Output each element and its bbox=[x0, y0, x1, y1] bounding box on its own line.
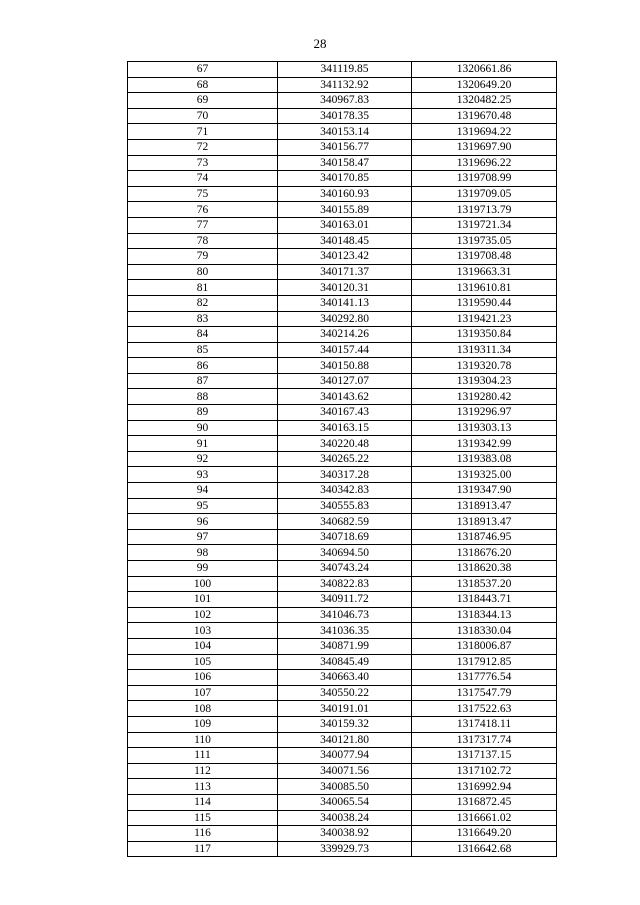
y-coordinate-cell: 1316992.94 bbox=[412, 779, 557, 795]
x-coordinate-cell: 340141.13 bbox=[278, 295, 412, 311]
y-coordinate-cell: 1319610.81 bbox=[412, 280, 557, 296]
x-coordinate-cell: 340148.45 bbox=[278, 233, 412, 249]
x-coordinate-cell: 340120.31 bbox=[278, 280, 412, 296]
table-row bbox=[128, 280, 557, 296]
x-coordinate-cell: 340682.59 bbox=[278, 514, 412, 530]
point-number-cell: 85 bbox=[128, 342, 278, 358]
y-coordinate-cell: 1319342.99 bbox=[412, 436, 557, 452]
table-row bbox=[128, 841, 557, 857]
y-coordinate-cell: 1316642.68 bbox=[412, 841, 557, 857]
point-number-cell: 113 bbox=[128, 779, 278, 795]
x-coordinate-cell: 340077.94 bbox=[278, 748, 412, 764]
table-row bbox=[128, 498, 557, 514]
table-row bbox=[128, 654, 557, 670]
point-number-cell: 70 bbox=[128, 108, 278, 124]
table-row bbox=[128, 763, 557, 779]
point-number-cell: 94 bbox=[128, 483, 278, 499]
x-coordinate-cell: 340155.89 bbox=[278, 202, 412, 218]
point-number-cell: 71 bbox=[128, 124, 278, 140]
x-coordinate-cell: 340156.77 bbox=[278, 139, 412, 155]
x-coordinate-cell: 340127.07 bbox=[278, 373, 412, 389]
table-row bbox=[128, 171, 557, 187]
table-row bbox=[128, 732, 557, 748]
point-number-cell: 74 bbox=[128, 171, 278, 187]
table-row bbox=[128, 748, 557, 764]
x-coordinate-cell: 340171.37 bbox=[278, 264, 412, 280]
x-coordinate-cell: 340153.14 bbox=[278, 124, 412, 140]
coordinates-table bbox=[127, 61, 557, 857]
table-row bbox=[128, 561, 557, 577]
x-coordinate-cell: 340123.42 bbox=[278, 249, 412, 265]
x-coordinate-cell: 339929.73 bbox=[278, 841, 412, 857]
y-coordinate-cell: 1320482.25 bbox=[412, 93, 557, 109]
table-row bbox=[128, 810, 557, 826]
y-coordinate-cell: 1319709.05 bbox=[412, 186, 557, 202]
y-coordinate-cell: 1319311.34 bbox=[412, 342, 557, 358]
y-coordinate-cell: 1319663.31 bbox=[412, 264, 557, 280]
point-number-cell: 112 bbox=[128, 763, 278, 779]
x-coordinate-cell: 340871.99 bbox=[278, 638, 412, 654]
x-coordinate-cell: 340555.83 bbox=[278, 498, 412, 514]
point-number-cell: 81 bbox=[128, 280, 278, 296]
point-number-cell: 86 bbox=[128, 358, 278, 374]
y-coordinate-cell: 1318006.87 bbox=[412, 638, 557, 654]
x-coordinate-cell: 340967.83 bbox=[278, 93, 412, 109]
x-coordinate-cell: 340121.80 bbox=[278, 732, 412, 748]
y-coordinate-cell: 1316649.20 bbox=[412, 826, 557, 842]
y-coordinate-cell: 1316872.45 bbox=[412, 794, 557, 810]
table-row bbox=[128, 701, 557, 717]
table-row bbox=[128, 295, 557, 311]
table-row bbox=[128, 638, 557, 654]
x-coordinate-cell: 340160.93 bbox=[278, 186, 412, 202]
y-coordinate-cell: 1319696.22 bbox=[412, 155, 557, 171]
x-coordinate-cell: 340911.72 bbox=[278, 592, 412, 608]
point-number-cell: 99 bbox=[128, 561, 278, 577]
x-coordinate-cell: 340342.83 bbox=[278, 483, 412, 499]
table-row bbox=[128, 264, 557, 280]
table-row bbox=[128, 186, 557, 202]
y-coordinate-cell: 1319721.34 bbox=[412, 217, 557, 233]
point-number-cell: 98 bbox=[128, 545, 278, 561]
x-coordinate-cell: 340292.80 bbox=[278, 311, 412, 327]
y-coordinate-cell: 1319708.99 bbox=[412, 171, 557, 187]
point-number-cell: 91 bbox=[128, 436, 278, 452]
point-number-cell: 111 bbox=[128, 748, 278, 764]
x-coordinate-cell: 340265.22 bbox=[278, 451, 412, 467]
x-coordinate-cell: 340085.50 bbox=[278, 779, 412, 795]
x-coordinate-cell: 340214.26 bbox=[278, 327, 412, 343]
x-coordinate-cell: 340718.69 bbox=[278, 529, 412, 545]
x-coordinate-cell: 340743.24 bbox=[278, 561, 412, 577]
point-number-cell: 108 bbox=[128, 701, 278, 717]
x-coordinate-cell: 340065.54 bbox=[278, 794, 412, 810]
y-coordinate-cell: 1319713.79 bbox=[412, 202, 557, 218]
y-coordinate-cell: 1317137.15 bbox=[412, 748, 557, 764]
table-row bbox=[128, 779, 557, 795]
point-number-cell: 117 bbox=[128, 841, 278, 857]
x-coordinate-cell: 340038.24 bbox=[278, 810, 412, 826]
point-number-cell: 88 bbox=[128, 389, 278, 405]
x-coordinate-cell: 340550.22 bbox=[278, 685, 412, 701]
point-number-cell: 77 bbox=[128, 217, 278, 233]
table-row bbox=[128, 529, 557, 545]
page-number: 28 bbox=[313, 36, 327, 51]
point-number-cell: 116 bbox=[128, 826, 278, 842]
y-coordinate-cell: 1318913.47 bbox=[412, 498, 557, 514]
y-coordinate-cell: 1319697.90 bbox=[412, 139, 557, 155]
x-coordinate-cell: 340167.43 bbox=[278, 405, 412, 421]
y-coordinate-cell: 1317317.74 bbox=[412, 732, 557, 748]
point-number-cell: 106 bbox=[128, 670, 278, 686]
point-number-cell: 107 bbox=[128, 685, 278, 701]
table-row bbox=[128, 217, 557, 233]
x-coordinate-cell: 340170.85 bbox=[278, 171, 412, 187]
y-coordinate-cell: 1319421.23 bbox=[412, 311, 557, 327]
point-number-cell: 68 bbox=[128, 77, 278, 93]
x-coordinate-cell: 340220.48 bbox=[278, 436, 412, 452]
y-coordinate-cell: 1319304.23 bbox=[412, 373, 557, 389]
y-coordinate-cell: 1318620.38 bbox=[412, 561, 557, 577]
y-coordinate-cell: 1318746.95 bbox=[412, 529, 557, 545]
y-coordinate-cell: 1320661.86 bbox=[412, 62, 557, 78]
y-coordinate-cell: 1317522.63 bbox=[412, 701, 557, 717]
y-coordinate-cell: 1320649.20 bbox=[412, 77, 557, 93]
x-coordinate-cell: 340143.62 bbox=[278, 389, 412, 405]
point-number-cell: 76 bbox=[128, 202, 278, 218]
point-number-cell: 96 bbox=[128, 514, 278, 530]
table-row bbox=[128, 420, 557, 436]
table-row bbox=[128, 405, 557, 421]
y-coordinate-cell: 1319694.22 bbox=[412, 124, 557, 140]
table-row bbox=[128, 327, 557, 343]
x-coordinate-cell: 340038.92 bbox=[278, 826, 412, 842]
table-row bbox=[128, 155, 557, 171]
y-coordinate-cell: 1317912.85 bbox=[412, 654, 557, 670]
table-row bbox=[128, 202, 557, 218]
x-coordinate-cell: 341132.92 bbox=[278, 77, 412, 93]
x-coordinate-cell: 340157.44 bbox=[278, 342, 412, 358]
x-coordinate-cell: 340178.35 bbox=[278, 108, 412, 124]
table-row bbox=[128, 467, 557, 483]
point-number-cell: 105 bbox=[128, 654, 278, 670]
table-row bbox=[128, 716, 557, 732]
y-coordinate-cell: 1317418.11 bbox=[412, 716, 557, 732]
point-number-cell: 84 bbox=[128, 327, 278, 343]
point-number-cell: 97 bbox=[128, 529, 278, 545]
x-coordinate-cell: 340845.49 bbox=[278, 654, 412, 670]
y-coordinate-cell: 1319296.97 bbox=[412, 405, 557, 421]
table-row bbox=[128, 483, 557, 499]
point-number-cell: 93 bbox=[128, 467, 278, 483]
point-number-cell: 79 bbox=[128, 249, 278, 265]
y-coordinate-cell: 1316661.02 bbox=[412, 810, 557, 826]
point-number-cell: 72 bbox=[128, 139, 278, 155]
y-coordinate-cell: 1317102.72 bbox=[412, 763, 557, 779]
point-number-cell: 102 bbox=[128, 607, 278, 623]
point-number-cell: 104 bbox=[128, 638, 278, 654]
y-coordinate-cell: 1319303.13 bbox=[412, 420, 557, 436]
y-coordinate-cell: 1318676.20 bbox=[412, 545, 557, 561]
table-row bbox=[128, 623, 557, 639]
point-number-cell: 69 bbox=[128, 93, 278, 109]
table-row bbox=[128, 794, 557, 810]
x-coordinate-cell: 340163.15 bbox=[278, 420, 412, 436]
point-number-cell: 101 bbox=[128, 592, 278, 608]
table-row bbox=[128, 514, 557, 530]
point-number-cell: 90 bbox=[128, 420, 278, 436]
table-row bbox=[128, 389, 557, 405]
table-row bbox=[128, 124, 557, 140]
table-row bbox=[128, 826, 557, 842]
table-row bbox=[128, 108, 557, 124]
table-row bbox=[128, 451, 557, 467]
table-row bbox=[128, 62, 557, 78]
point-number-cell: 114 bbox=[128, 794, 278, 810]
y-coordinate-cell: 1317547.79 bbox=[412, 685, 557, 701]
x-coordinate-cell: 340822.83 bbox=[278, 576, 412, 592]
point-number-cell: 92 bbox=[128, 451, 278, 467]
point-number-cell: 103 bbox=[128, 623, 278, 639]
point-number-cell: 73 bbox=[128, 155, 278, 171]
x-coordinate-cell: 340150.88 bbox=[278, 358, 412, 374]
x-coordinate-cell: 340163.01 bbox=[278, 217, 412, 233]
point-number-cell: 109 bbox=[128, 716, 278, 732]
point-number-cell: 82 bbox=[128, 295, 278, 311]
point-number-cell: 100 bbox=[128, 576, 278, 592]
point-number-cell: 83 bbox=[128, 311, 278, 327]
table-row bbox=[128, 233, 557, 249]
y-coordinate-cell: 1318330.04 bbox=[412, 623, 557, 639]
table-row bbox=[128, 607, 557, 623]
table-row bbox=[128, 592, 557, 608]
table-row bbox=[128, 358, 557, 374]
x-coordinate-cell: 341119.85 bbox=[278, 62, 412, 78]
x-coordinate-cell: 340694.50 bbox=[278, 545, 412, 561]
point-number-cell: 115 bbox=[128, 810, 278, 826]
table-row bbox=[128, 373, 557, 389]
y-coordinate-cell: 1319350.84 bbox=[412, 327, 557, 343]
table-row bbox=[128, 670, 557, 686]
point-number-cell: 75 bbox=[128, 186, 278, 202]
x-coordinate-cell: 340158.47 bbox=[278, 155, 412, 171]
x-coordinate-cell: 340159.32 bbox=[278, 716, 412, 732]
point-number-cell: 110 bbox=[128, 732, 278, 748]
point-number-cell: 95 bbox=[128, 498, 278, 514]
table-row bbox=[128, 342, 557, 358]
table-row bbox=[128, 77, 557, 93]
y-coordinate-cell: 1318443.71 bbox=[412, 592, 557, 608]
y-coordinate-cell: 1319708.48 bbox=[412, 249, 557, 265]
table-row bbox=[128, 311, 557, 327]
y-coordinate-cell: 1319325.00 bbox=[412, 467, 557, 483]
y-coordinate-cell: 1318344.13 bbox=[412, 607, 557, 623]
x-coordinate-cell: 340191.01 bbox=[278, 701, 412, 717]
point-number-cell: 67 bbox=[128, 62, 278, 78]
table-row bbox=[128, 685, 557, 701]
y-coordinate-cell: 1319347.90 bbox=[412, 483, 557, 499]
y-coordinate-cell: 1318537.20 bbox=[412, 576, 557, 592]
x-coordinate-cell: 341046.73 bbox=[278, 607, 412, 623]
y-coordinate-cell: 1319320.78 bbox=[412, 358, 557, 374]
table-row bbox=[128, 139, 557, 155]
y-coordinate-cell: 1319735.05 bbox=[412, 233, 557, 249]
y-coordinate-cell: 1319670.48 bbox=[412, 108, 557, 124]
y-coordinate-cell: 1318913.47 bbox=[412, 514, 557, 530]
x-coordinate-cell: 340071.56 bbox=[278, 763, 412, 779]
coordinates-table-body bbox=[128, 62, 557, 857]
y-coordinate-cell: 1317776.54 bbox=[412, 670, 557, 686]
point-number-cell: 89 bbox=[128, 405, 278, 421]
table-row bbox=[128, 249, 557, 265]
y-coordinate-cell: 1319383.08 bbox=[412, 451, 557, 467]
table-row bbox=[128, 93, 557, 109]
y-coordinate-cell: 1319280.42 bbox=[412, 389, 557, 405]
y-coordinate-cell: 1319590.44 bbox=[412, 295, 557, 311]
x-coordinate-cell: 340317.28 bbox=[278, 467, 412, 483]
table-row bbox=[128, 436, 557, 452]
x-coordinate-cell: 341036.35 bbox=[278, 623, 412, 639]
point-number-cell: 87 bbox=[128, 373, 278, 389]
point-number-cell: 80 bbox=[128, 264, 278, 280]
point-number-cell: 78 bbox=[128, 233, 278, 249]
x-coordinate-cell: 340663.40 bbox=[278, 670, 412, 686]
table-row bbox=[128, 576, 557, 592]
table-row bbox=[128, 545, 557, 561]
